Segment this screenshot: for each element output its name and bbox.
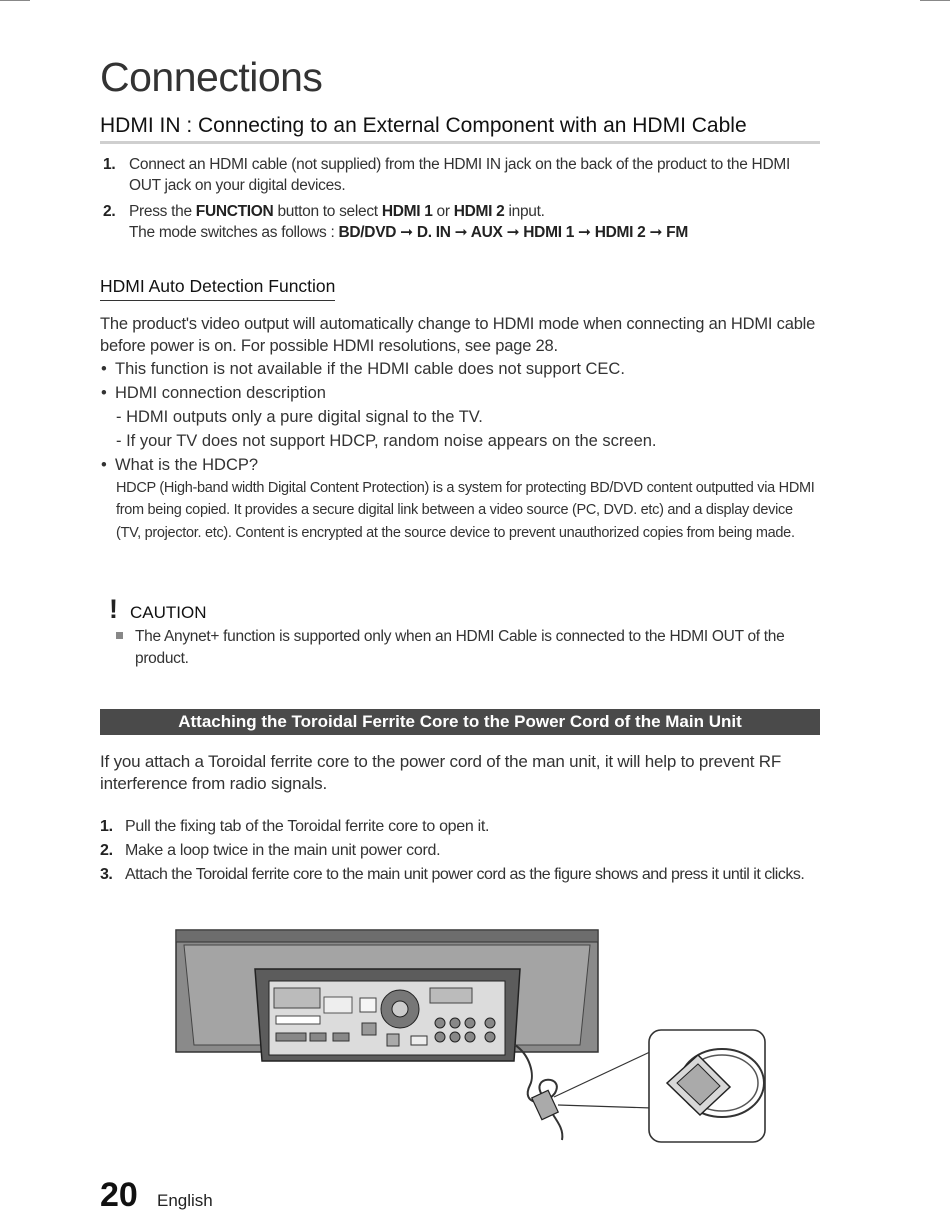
bullet-dot: •	[101, 360, 107, 378]
page-heading: Connections	[100, 54, 323, 100]
step-number: 2.	[103, 203, 116, 220]
hdmi-step-2	[100, 201, 820, 243]
callout-lines	[554, 1051, 652, 1108]
hdmi-in-steps	[100, 154, 820, 248]
bullet-dot: •	[101, 456, 107, 474]
power-cord	[515, 1045, 562, 1140]
dash-item-hdcp-noise: - If your TV does not support HDCP, random noise appears on the screen.	[116, 432, 657, 450]
bullet-cec	[101, 358, 625, 380]
ferrite-core-illustration	[170, 925, 770, 1155]
step-number: 2.	[100, 842, 113, 859]
hdmi-step-1	[100, 154, 820, 196]
bullet-dot: •	[101, 384, 107, 402]
dash-item-digital-signal: - HDMI outputs only a pure digital signal to the TV.	[116, 408, 483, 426]
mode-sequence: BD/DVD ➞ D. IN ➞ AUX ➞ HDMI 1 ➞ HDMI 2 ➞ FM	[338, 224, 688, 241]
hdmi1-input-name: HDMI 1	[381, 203, 433, 220]
caution-exclamation-icon: !	[109, 594, 118, 624]
crop-mark-right	[920, 0, 950, 1]
step-text: Attach the Toroidal ferrite core to the main unit power cord as the figure shows and press it until it clicks.	[125, 866, 805, 883]
crop-mark-left	[0, 0, 30, 1]
step-text: Pull the fixing tab of the Toroidal ferrite core to open it.	[125, 818, 490, 835]
bullet-text: This function is not available if the HDMI cable does not support CEC.	[115, 360, 625, 378]
step-number: 1.	[103, 156, 116, 173]
ferrite-section-title: Attaching the Toroidal Ferrite Core to the Power Cord of the Main Unit	[100, 709, 820, 735]
ferrite-steps	[100, 816, 820, 888]
function-button-name: FUNCTION	[195, 203, 274, 220]
caution-label: CAUTION	[130, 603, 207, 622]
page-number: 20	[100, 1176, 138, 1214]
step-number: 1.	[100, 818, 113, 835]
bullet-text: What is the HDCP?	[115, 456, 259, 474]
page-language: English	[157, 1191, 213, 1210]
hdmi2-input-name: HDMI 2	[453, 203, 505, 220]
ferrite-step-3	[100, 864, 820, 885]
ferrite-step-2	[100, 840, 820, 861]
main-unit-rear-panel	[176, 930, 598, 1061]
hdcp-description: HDCP (High-band width Digital Content Protection) is a system for protecting BD/DVD content outputted via HDMI from being copied. It provides a secure digital link between a video source (PC, DVD. etc) and a display device (TV, projector. etc). Content is encrypted at the source device to prevent unauthorized copies from being made.	[116, 480, 815, 541]
bullet-what-is-hdcp	[101, 454, 258, 476]
square-bullet-icon	[116, 632, 123, 639]
step-text: Connect an HDMI cable (not supplied) from the HDMI IN jack on the back of the product to the HDMI OUT jack on your digital devices.	[129, 156, 790, 194]
hdmi-in-section-title: HDMI IN : Connecting to an External Component with an HDMI Cable	[100, 114, 820, 144]
step-text: button to select	[273, 203, 382, 220]
bullet-text: HDMI connection description	[115, 384, 326, 402]
ferrite-core-detail-callout	[649, 1030, 765, 1142]
auto-detection-intro: The product's video output will automatically change to HDMI mode when connecting an HDMI cable before power is on. For possible HDMI resolutions, see page 28.	[100, 315, 816, 355]
ferrite-intro: If you attach a Toroidal ferrite core to the power cord of the man unit, it will help to prevent RF interference from radio signals.	[100, 752, 782, 793]
bullet-connection-description	[101, 382, 326, 404]
step-number: 3.	[100, 866, 113, 883]
mode-prefix: The mode switches as follows :	[129, 224, 339, 241]
step-text: or	[432, 203, 454, 220]
step-text: Make a loop twice in the main unit power cord.	[125, 842, 441, 859]
step-text: Press the	[129, 203, 196, 220]
ferrite-step-1	[100, 816, 820, 837]
auto-detection-title: HDMI Auto Detection Function	[100, 276, 335, 301]
caution-text: The Anynet+ function is supported only when an HDMI Cable is connected to the HDMI OUT of the product.	[135, 628, 785, 667]
step-text: input.	[504, 203, 545, 220]
